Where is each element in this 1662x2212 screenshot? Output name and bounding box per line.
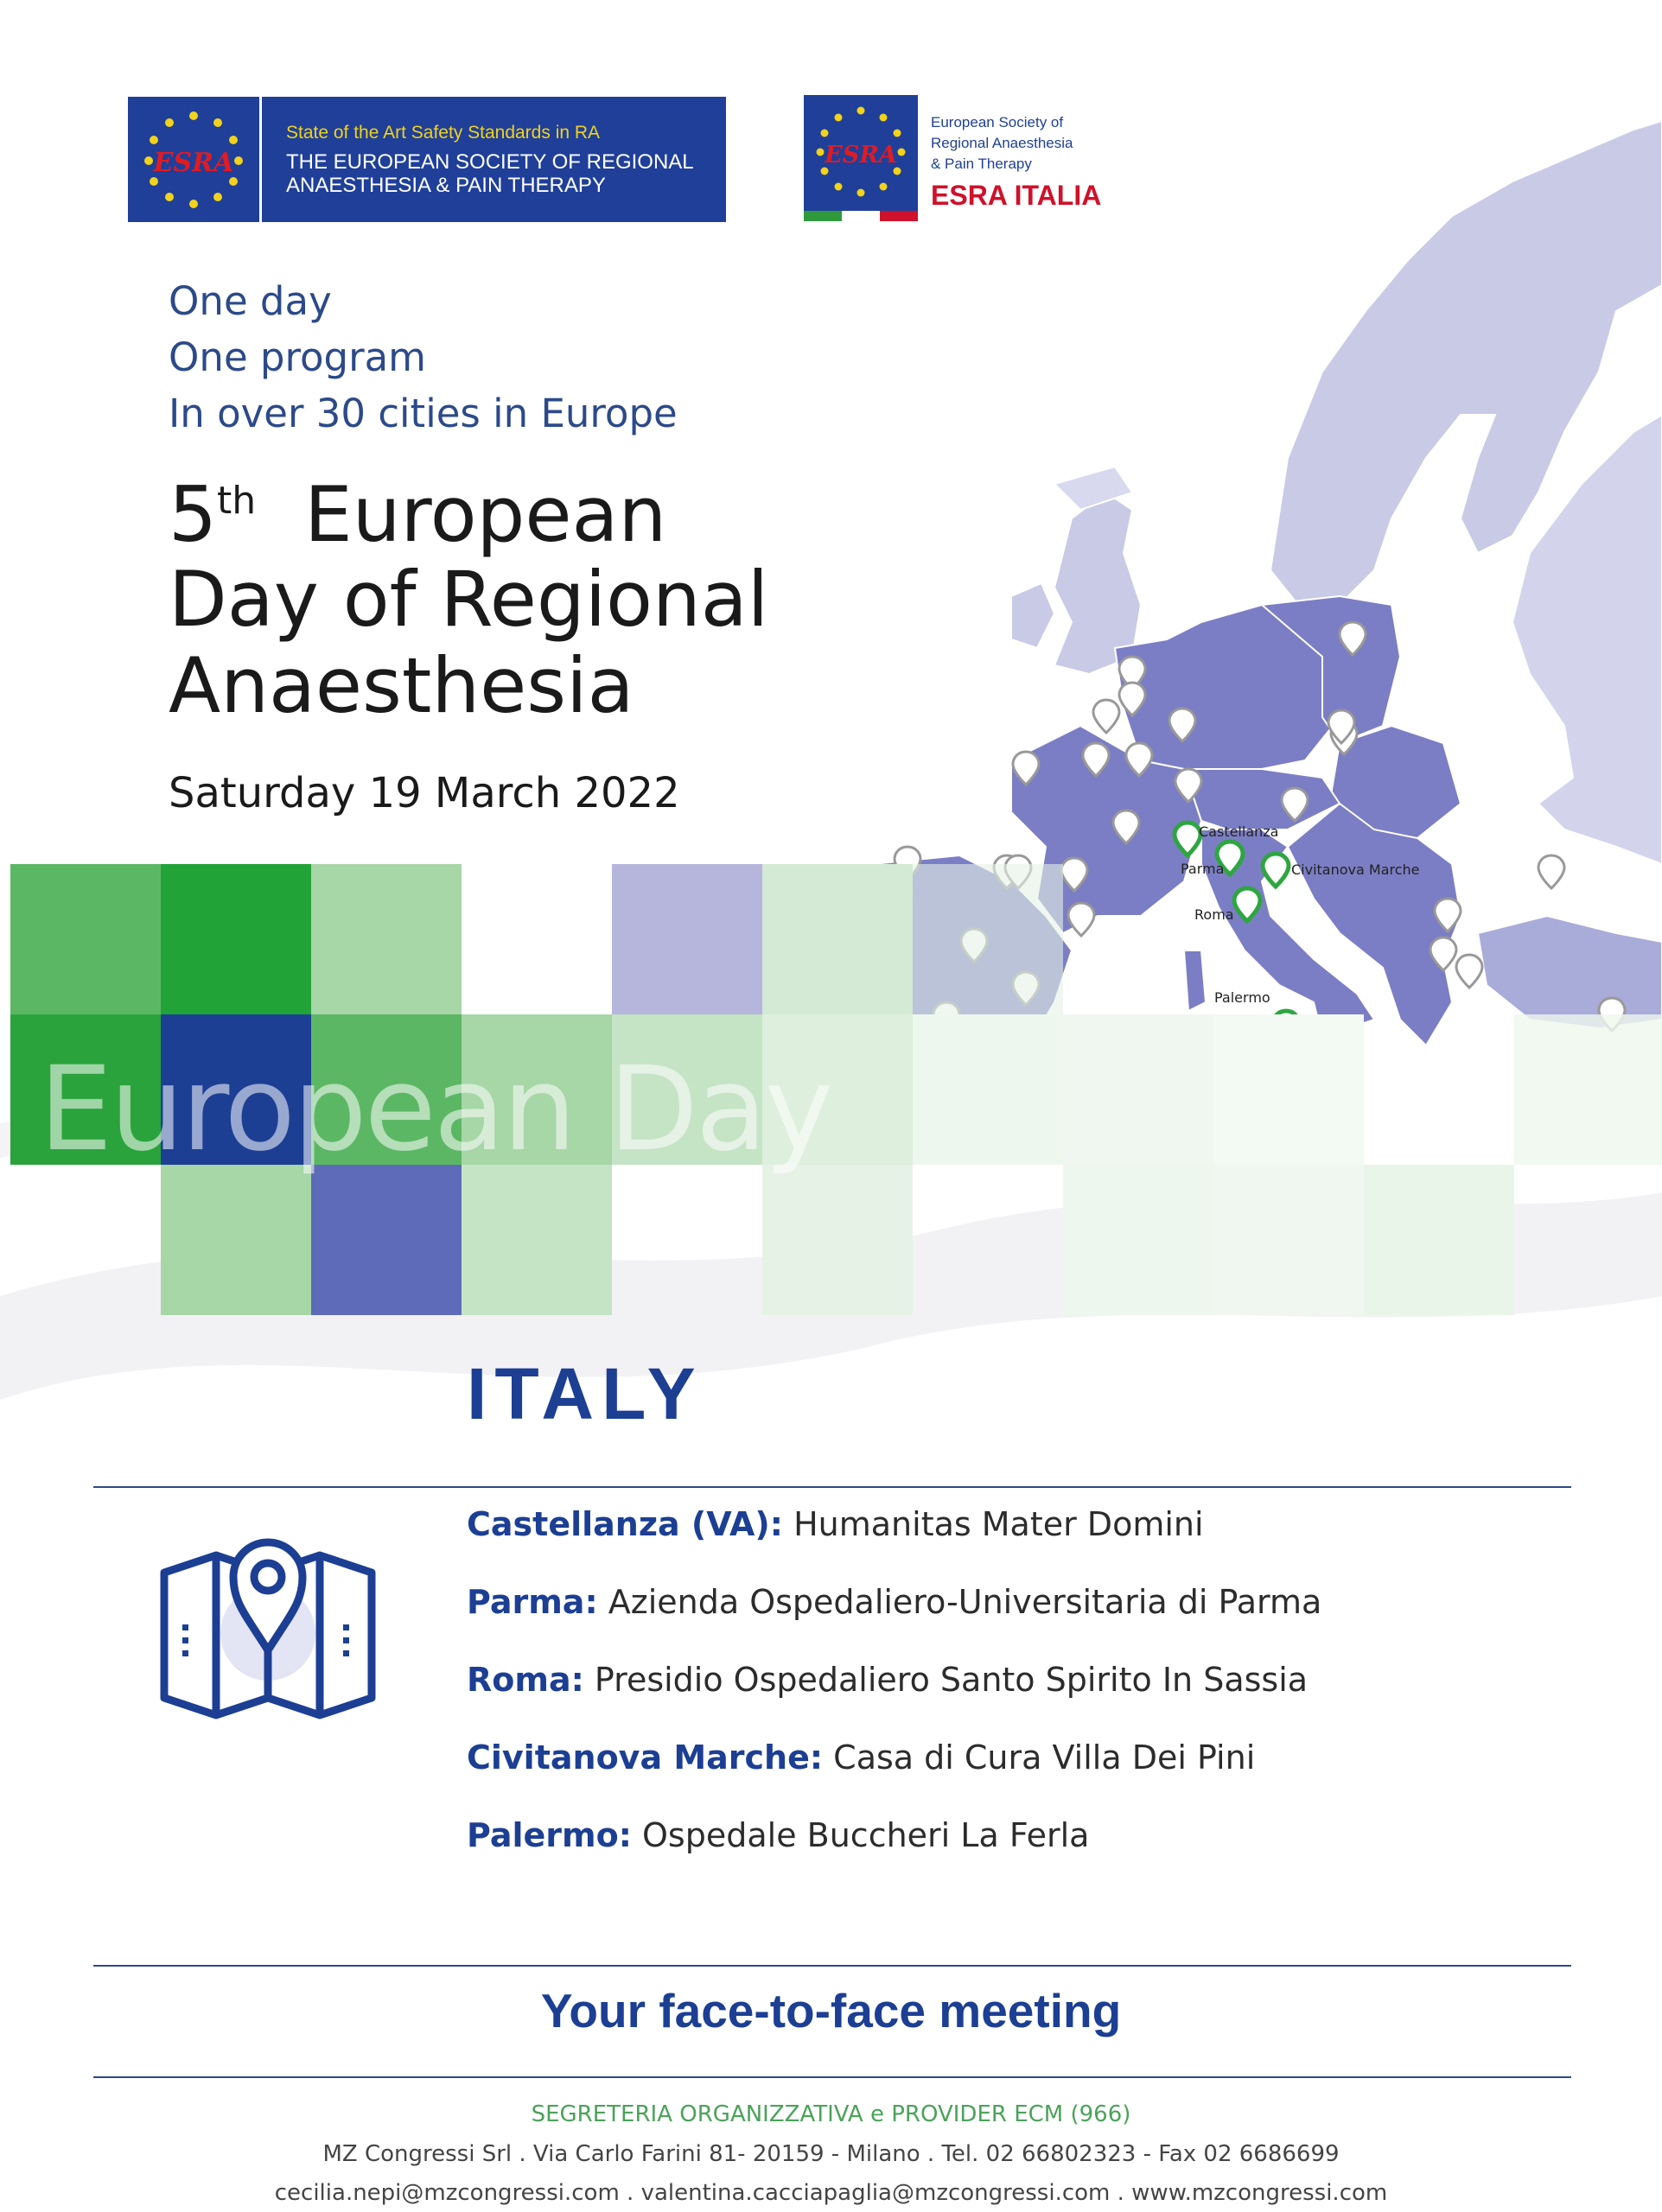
- mosaic-tile: [913, 1014, 1063, 1165]
- event-title-line3: Anaesthesia: [169, 641, 634, 730]
- venue-row: [467, 1738, 1255, 1777]
- svg-text:ESRA: ESRA: [153, 148, 234, 178]
- mosaic-tile: [462, 1165, 612, 1315]
- mosaic-tile: [762, 864, 913, 1014]
- divider-bottom: [93, 2076, 1571, 2078]
- venue-place: Ospedale Buccheri La Ferla: [642, 1816, 1090, 1854]
- mosaic-tile: [311, 1165, 462, 1315]
- map-label-palermo: Palermo: [1214, 989, 1270, 1006]
- intro-line-3: In over 30 cities in Europe: [169, 391, 678, 436]
- mosaic-tile: [1364, 1165, 1514, 1315]
- country-heading: ITALY: [467, 1353, 704, 1434]
- mosaic-tile: [762, 1165, 913, 1315]
- map-label-castellanza: Castellanza: [1199, 823, 1279, 840]
- esra-italia-line2: Regional Anaesthesia: [931, 135, 1073, 151]
- svg-text:ESRA: ESRA: [825, 142, 897, 168]
- title-european: European: [304, 470, 667, 559]
- intro-line-1: One day: [169, 278, 332, 324]
- mosaic-tile: [1514, 1014, 1662, 1165]
- mosaic-tile: [1213, 1165, 1364, 1315]
- european-day-watermark: European Day: [39, 1041, 831, 1177]
- footer-contacts: cecilia.nepi@mzcongressi.com . valentina.cacciapaglia@mzcongressi.com . www.mzcongressi.com: [274, 2180, 1388, 2206]
- event-title-line2: Day of Regional: [169, 555, 769, 644]
- ordinal-number: 5: [169, 470, 217, 559]
- esra-italia-logo: [804, 95, 1115, 221]
- venue-row: [467, 1816, 1089, 1854]
- event-date: Saturday 19 March 2022: [169, 769, 680, 817]
- divider-top: [93, 1486, 1571, 1488]
- event-title-line1: [169, 470, 667, 559]
- footer-organizer: SEGRETERIA ORGANIZZATIVA e PROVIDER ECM (966): [531, 2101, 1131, 2127]
- map-label-parma: Parma: [1181, 861, 1225, 877]
- esra-italia-line1: European Society of: [931, 114, 1064, 130]
- venue-place: Humanitas Mater Domini: [793, 1505, 1204, 1543]
- esra-logo: [128, 97, 726, 222]
- map-label-civitanova: Civitanova Marche: [1291, 861, 1420, 878]
- venue-row: [467, 1505, 1204, 1543]
- venue-city: Palermo:: [467, 1816, 632, 1854]
- eu-stars-icon: [804, 95, 918, 211]
- venue-city: Civitanova Marche:: [467, 1738, 824, 1777]
- mosaic-tile: [161, 864, 311, 1014]
- eu-stars-icon: [128, 97, 259, 222]
- footer-address: MZ Congressi Srl . Via Carlo Farini 81- 20159 - Milano . Tel. 02 66802323 - Fax 02 6686699: [322, 2141, 1340, 2167]
- venue-place: Presidio Ospedaliero Santo Spirito In Sassia: [594, 1661, 1309, 1699]
- ordinal-suffix: th: [217, 479, 257, 523]
- venue-place: Casa di Cura Villa Dei Pini: [833, 1738, 1256, 1777]
- mosaic-tile: [1063, 1014, 1213, 1165]
- venue-place: Azienda Ospedaliero-Universitaria di Parma: [608, 1583, 1322, 1621]
- esra-logo-line3: ANAESTHESIA & PAIN THERAPY: [286, 174, 606, 197]
- folded-map-icon: [160, 1503, 376, 1719]
- venue-city: Parma:: [467, 1583, 598, 1621]
- esra-italia-emblem: [804, 95, 918, 221]
- venue-city: Castellanza (VA):: [467, 1505, 783, 1543]
- mosaic-tile: [612, 864, 762, 1014]
- venue-row: [467, 1661, 1308, 1699]
- mosaic-tile: [161, 1165, 311, 1315]
- tagline: Your face-to-face meeting: [540, 1984, 1122, 2037]
- mosaic-tile: [10, 864, 161, 1014]
- map-label-roma: Roma: [1194, 906, 1234, 923]
- esra-italia-brand: ESRA ITALIA: [931, 180, 1102, 211]
- mosaic-tile: [311, 864, 462, 1014]
- mosaic-tile: [1063, 1165, 1213, 1315]
- divider-middle: [93, 1965, 1571, 1967]
- mosaic-tile: [1213, 1014, 1364, 1165]
- venue-row: [467, 1583, 1321, 1621]
- esra-italia-line3: & Pain Therapy: [931, 156, 1032, 172]
- intro-line-2: One program: [169, 334, 427, 380]
- esra-emblem: [128, 97, 262, 222]
- italian-flag: [804, 211, 918, 221]
- mosaic-tile: [913, 864, 1063, 1014]
- esra-logo-line2: THE EUROPEAN SOCIETY OF REGIONAL: [286, 150, 694, 174]
- venue-city: Roma:: [467, 1661, 584, 1699]
- esra-logo-line1: State of the Art Safety Standards in RA: [286, 123, 601, 143]
